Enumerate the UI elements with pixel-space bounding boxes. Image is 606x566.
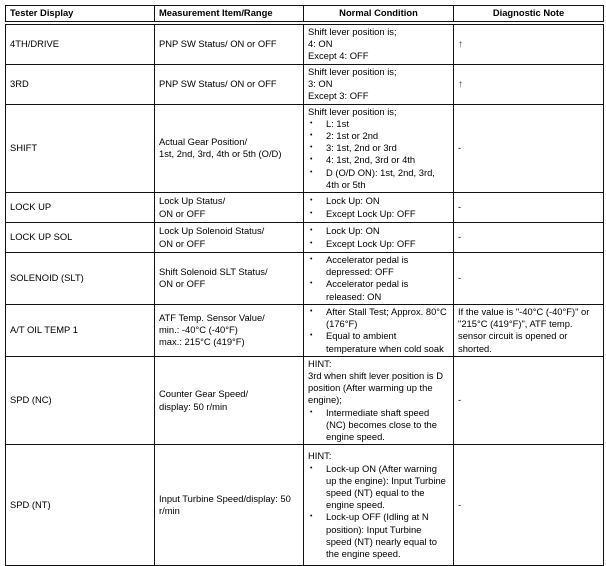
measurement-cell <box>155 23 304 64</box>
condition-bullet-item: • Accelerator pedal is depressed: OFF <box>308 254 449 278</box>
condition-bullet-item: • After Stall Test; Approx. 80°C (176°F) <box>308 306 449 330</box>
measurement-cell <box>155 253 304 305</box>
condition-bullet-list <box>308 463 449 561</box>
condition-bullet-item: • Except Lock Up: OFF <box>308 238 449 250</box>
measurement-cell <box>155 64 304 104</box>
header-tester-display: Tester Display <box>6 6 155 24</box>
table-row <box>6 223 604 253</box>
measurement-line: ON or OFF <box>159 207 206 219</box>
measurement-line: 1st, 2nd, 3rd, 4th or 5th (O/D) <box>159 148 282 160</box>
tester-display-cell: SOLENOID (SLT) <box>6 253 155 305</box>
measurement-line: Shift Solenoid SLT Status/ <box>159 266 268 278</box>
header-normal-condition: Normal Condition <box>304 6 454 24</box>
measurement-line: ON or OFF <box>159 278 206 290</box>
no-note-dash: - <box>458 142 462 154</box>
condition-bullet-list <box>308 306 449 355</box>
table-row <box>6 356 604 444</box>
tester-display-cell: LOCK UP <box>6 193 155 223</box>
tester-display-cell: SHIFT <box>6 104 155 192</box>
table-row <box>6 253 604 305</box>
measurement-line: ON or OFF <box>159 237 206 249</box>
measurement-cell <box>155 356 304 444</box>
tester-display-cell: 4TH/DRIVE <box>6 23 155 64</box>
no-note-dash: - <box>458 231 462 243</box>
table-row <box>6 23 604 64</box>
measurement-line: PNP SW Status/ ON or OFF <box>159 78 277 89</box>
table-row <box>6 64 604 104</box>
condition-line: Shift lever position is; <box>308 26 397 37</box>
header-row <box>6 6 604 24</box>
measurement-cell <box>155 193 304 223</box>
normal-condition-cell <box>304 64 454 104</box>
tester-display-cell: SPD (NT) <box>6 445 155 566</box>
normal-condition-cell <box>304 193 454 223</box>
condition-bullet-item: • Except Lock Up: OFF <box>308 208 449 220</box>
same-as-above-arrow-icon: ↑ <box>458 38 463 50</box>
normal-condition-cell <box>304 104 454 192</box>
condition-bullet-item: • Intermediate shaft speed (NC) becomes close to the engine speed. <box>308 407 449 444</box>
table-row <box>6 304 604 356</box>
normal-condition-cell <box>304 304 454 356</box>
condition-bullet-item: • Accelerator pedal is released: ON <box>308 278 449 302</box>
condition-bullet-item: • Lock-up ON (After warning up the engine): Input Turbine speed (NT) equal to the engine speed. <box>308 463 449 512</box>
table-row <box>6 104 604 192</box>
condition-bullet-item: • L: 1st <box>308 118 449 130</box>
condition-bullet-item: • 4: 1st, 2nd, 3rd or 4th <box>308 154 449 166</box>
measurement-line: Counter Gear Speed/ <box>159 388 249 400</box>
condition-bullet-item: • 2: 1st or 2nd <box>308 130 449 142</box>
condition-line: 3rd when shift lever position is D position (After warming up the engine); <box>308 370 443 406</box>
diagnostic-note-cell <box>454 193 604 223</box>
table-row <box>6 193 604 223</box>
same-as-above-arrow-icon: ↑ <box>458 78 463 90</box>
diagnostic-note-cell <box>454 223 604 253</box>
header-measurement-item: Measurement Item/Range <box>155 6 304 24</box>
measurement-line: display: 50 r/min <box>159 400 228 412</box>
measurement-line: ATF Temp. Sensor Value/ <box>159 312 265 324</box>
table-row <box>6 445 604 566</box>
diagnostic-note-text: If the value is "-40°C (-40°F)" or "215°C (419°F)", ATF temp. sensor circuit is opened or shorted. <box>458 305 590 354</box>
condition-bullet-item: • D (O/D ON): 1st, 2nd, 3rd, 4th or 5th <box>308 167 449 191</box>
condition-bullet-list <box>308 195 449 219</box>
condition-line: HINT: <box>308 450 332 462</box>
no-note-dash: - <box>458 394 462 406</box>
no-note-dash: - <box>458 272 462 284</box>
condition-bullet-item: • Lock Up: ON <box>308 225 449 237</box>
condition-bullet-item: • Lock-up OFF (Idling at N position): Input Turbine speed (NT) nearly equal to the engine speed. <box>308 511 449 560</box>
normal-condition-cell <box>304 356 454 444</box>
measurement-cell <box>155 104 304 192</box>
normal-condition-cell <box>304 23 454 64</box>
condition-line: Except 3: OFF <box>308 90 369 102</box>
condition-bullet-item: • Equal to ambient temperature when cold soak <box>308 330 449 354</box>
tester-display-cell: 3RD <box>6 64 155 104</box>
diagnostic-note-cell <box>454 23 604 64</box>
condition-bullet-item: • Lock Up: ON <box>308 195 449 207</box>
condition-line: Except 4: OFF <box>308 50 369 62</box>
normal-condition-cell <box>304 445 454 566</box>
condition-bullet-list <box>308 225 449 249</box>
measurement-line: max.: 215°C (419°F) <box>159 336 245 348</box>
diagnostic-note-cell <box>454 445 604 566</box>
measurement-line: Lock Up Status/ <box>159 195 226 207</box>
header-diagnostic-note: Diagnostic Note <box>454 6 604 24</box>
measurement-line: PNP SW Status/ ON or OFF <box>159 38 277 50</box>
condition-line: 4: ON <box>308 38 333 50</box>
measurement-line: min.: -40°C (-40°F) <box>159 324 238 336</box>
condition-bullet-item: • 3: 1st, 2nd or 3rd <box>308 142 449 154</box>
measurement-line: Actual Gear Position/ <box>159 136 248 148</box>
no-note-dash: - <box>458 499 462 511</box>
condition-bullet-list <box>308 118 449 191</box>
measurement-line: Input Turbine Speed/display: 50 r/min <box>159 493 291 517</box>
condition-line: HINT: <box>308 357 332 369</box>
tester-display-cell: SPD (NC) <box>6 356 155 444</box>
tester-display-cell: LOCK UP SOL <box>6 223 155 253</box>
condition-line: Shift lever position is; <box>308 65 397 77</box>
tester-display-table <box>5 5 604 566</box>
diagnostic-note-cell <box>454 64 604 104</box>
measurement-line: Lock Up Solenoid Status/ <box>159 225 265 237</box>
condition-bullet-list <box>308 407 449 444</box>
condition-line: 3: ON <box>308 78 333 89</box>
measurement-cell <box>155 223 304 253</box>
condition-bullet-list <box>308 254 449 303</box>
diagnostic-note-cell <box>454 304 604 356</box>
diagnostic-note-cell <box>454 356 604 444</box>
condition-line: Shift lever position is; <box>308 105 397 117</box>
measurement-cell <box>155 445 304 566</box>
no-note-dash: - <box>458 201 462 213</box>
diagnostic-note-cell <box>454 253 604 305</box>
normal-condition-cell <box>304 223 454 253</box>
tester-display-cell: A/T OIL TEMP 1 <box>6 304 155 356</box>
normal-condition-cell <box>304 253 454 305</box>
diagnostic-note-cell <box>454 104 604 192</box>
measurement-cell <box>155 304 304 356</box>
